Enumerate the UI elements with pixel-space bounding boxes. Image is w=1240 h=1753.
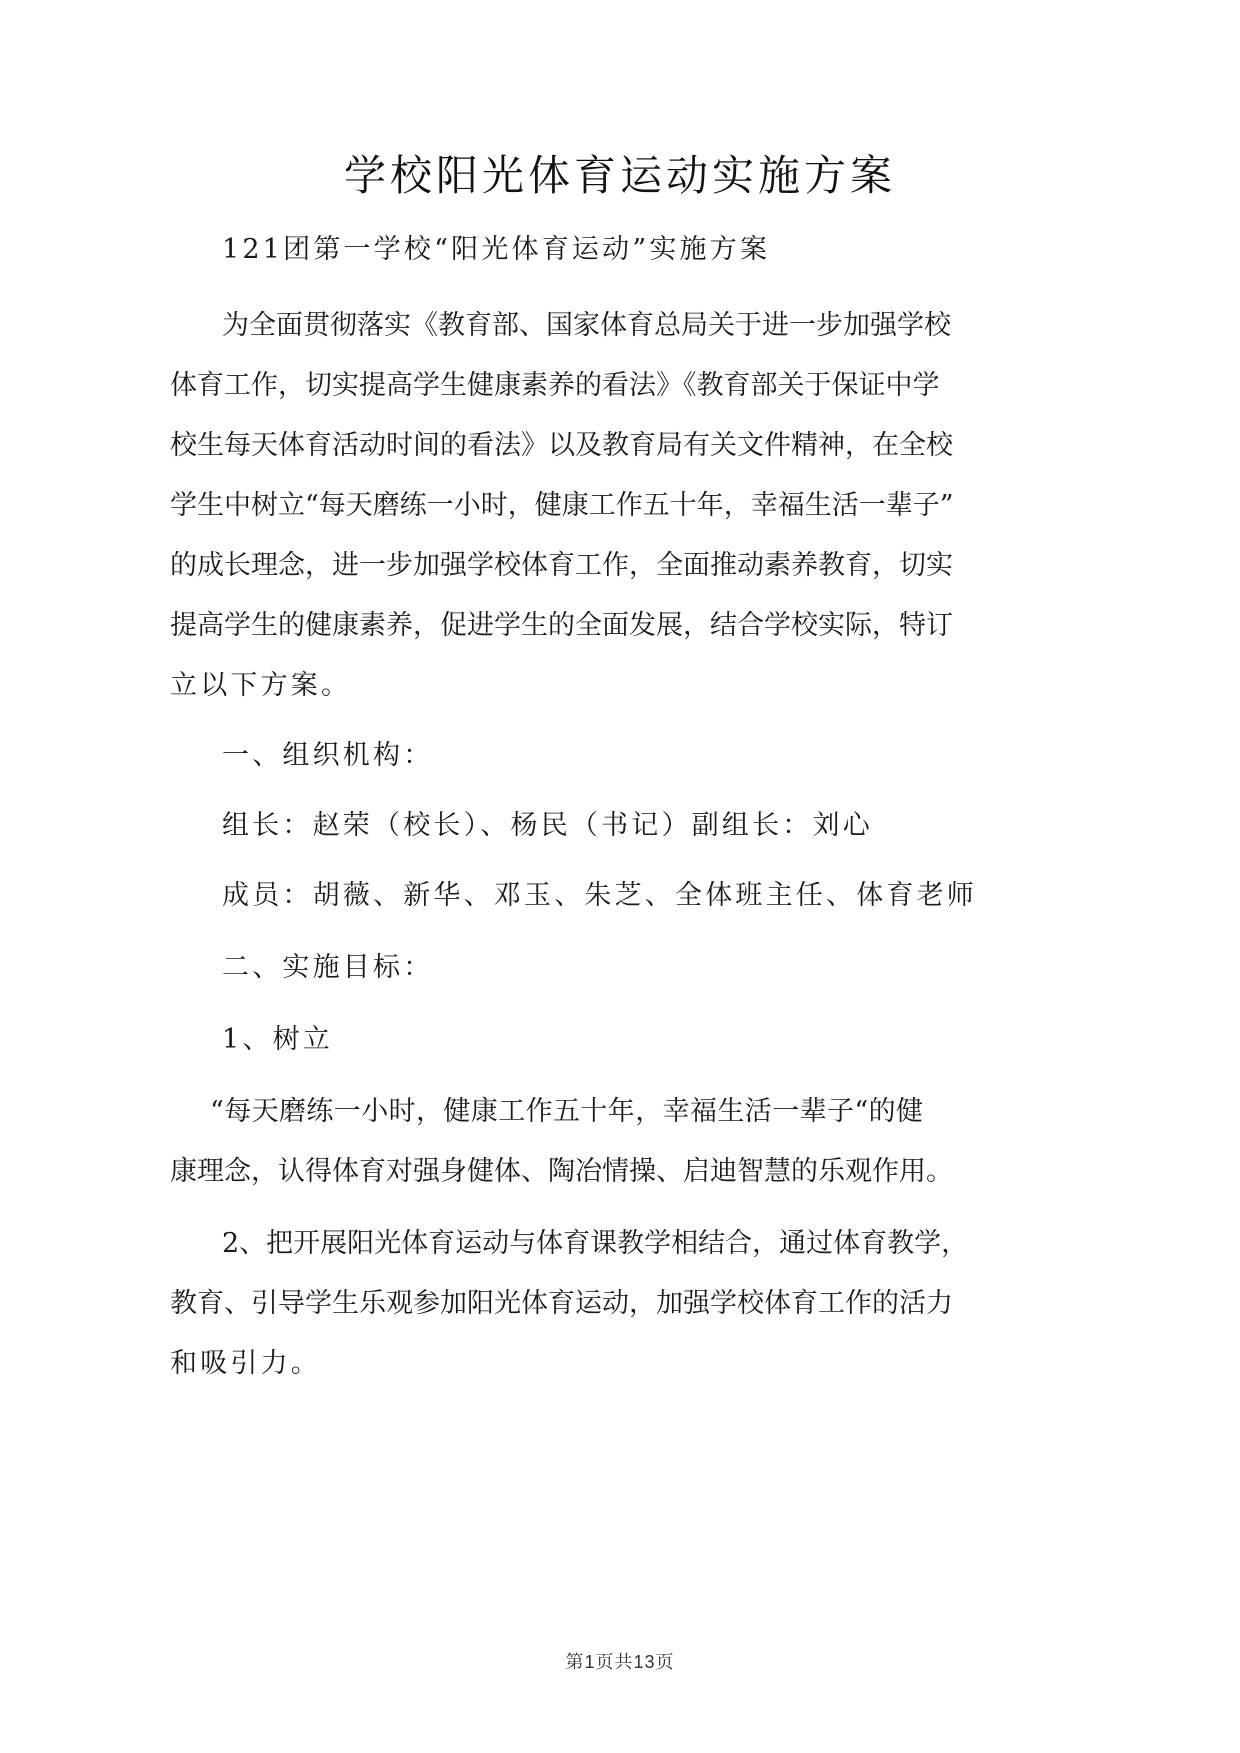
intro-line: 的成长理念，进一步加强学校体育工作，全面推动素养教育，切实 [170, 550, 953, 581]
goal-item-line: “每天磨练一小时，健康工作五十年，幸福生活一辈子“的健 [210, 1096, 923, 1127]
leaders-line: 组长：赵荣（校长）、杨民（书记）副组长：刘心 [222, 810, 873, 841]
section-heading: 一、组织机构： [222, 740, 434, 771]
intro-line: 学生中树立“每天磨练一小时，健康工作五十年，幸福生活一辈子” [170, 490, 954, 521]
intro-line: 校生每天体育活动时间的看法》以及教育局有关文件精神，在全校 [170, 430, 953, 461]
document-subtitle: 121团第一学校“阳光体育运动”实施方案 [222, 234, 771, 265]
members-line: 成员：胡薇、新华、邓玉、朱芝、全体班主任、体育老师 [222, 880, 977, 911]
goal-item-line: 教育、引导学生乐观参加阳光体育运动，加强学校体育工作的活力 [170, 1288, 953, 1319]
page-footer: 第1页共13页 [565, 1652, 675, 1672]
intro-line: 为全面贯彻落实《教育部、国家体育总局关于进一步加强学校 [222, 310, 951, 341]
intro-line: 体育工作，切实提高学生健康素养的看法》《教育部关于保证中学 [170, 370, 940, 401]
intro-line: 提高学生的健康素养，促进学生的全面发展，结合学校实际，特订 [170, 610, 953, 641]
section-heading: 二、实施目标： [222, 952, 434, 983]
goal-item-line: 康理念，认得体育对强身健体、陶冶情操、启迪智慧的乐观作用。 [170, 1156, 953, 1187]
goal-item-line: 2、把开展阳光体育运动与体育课教学相结合，通过体育教学， [222, 1228, 969, 1259]
intro-line: 立以下方案。 [170, 670, 352, 701]
document-title: 学校阳光体育运动实施方案 [343, 151, 896, 200]
goal-item-line: 和吸引力。 [170, 1348, 321, 1379]
goal-item-label: 1、树立 [222, 1024, 333, 1055]
